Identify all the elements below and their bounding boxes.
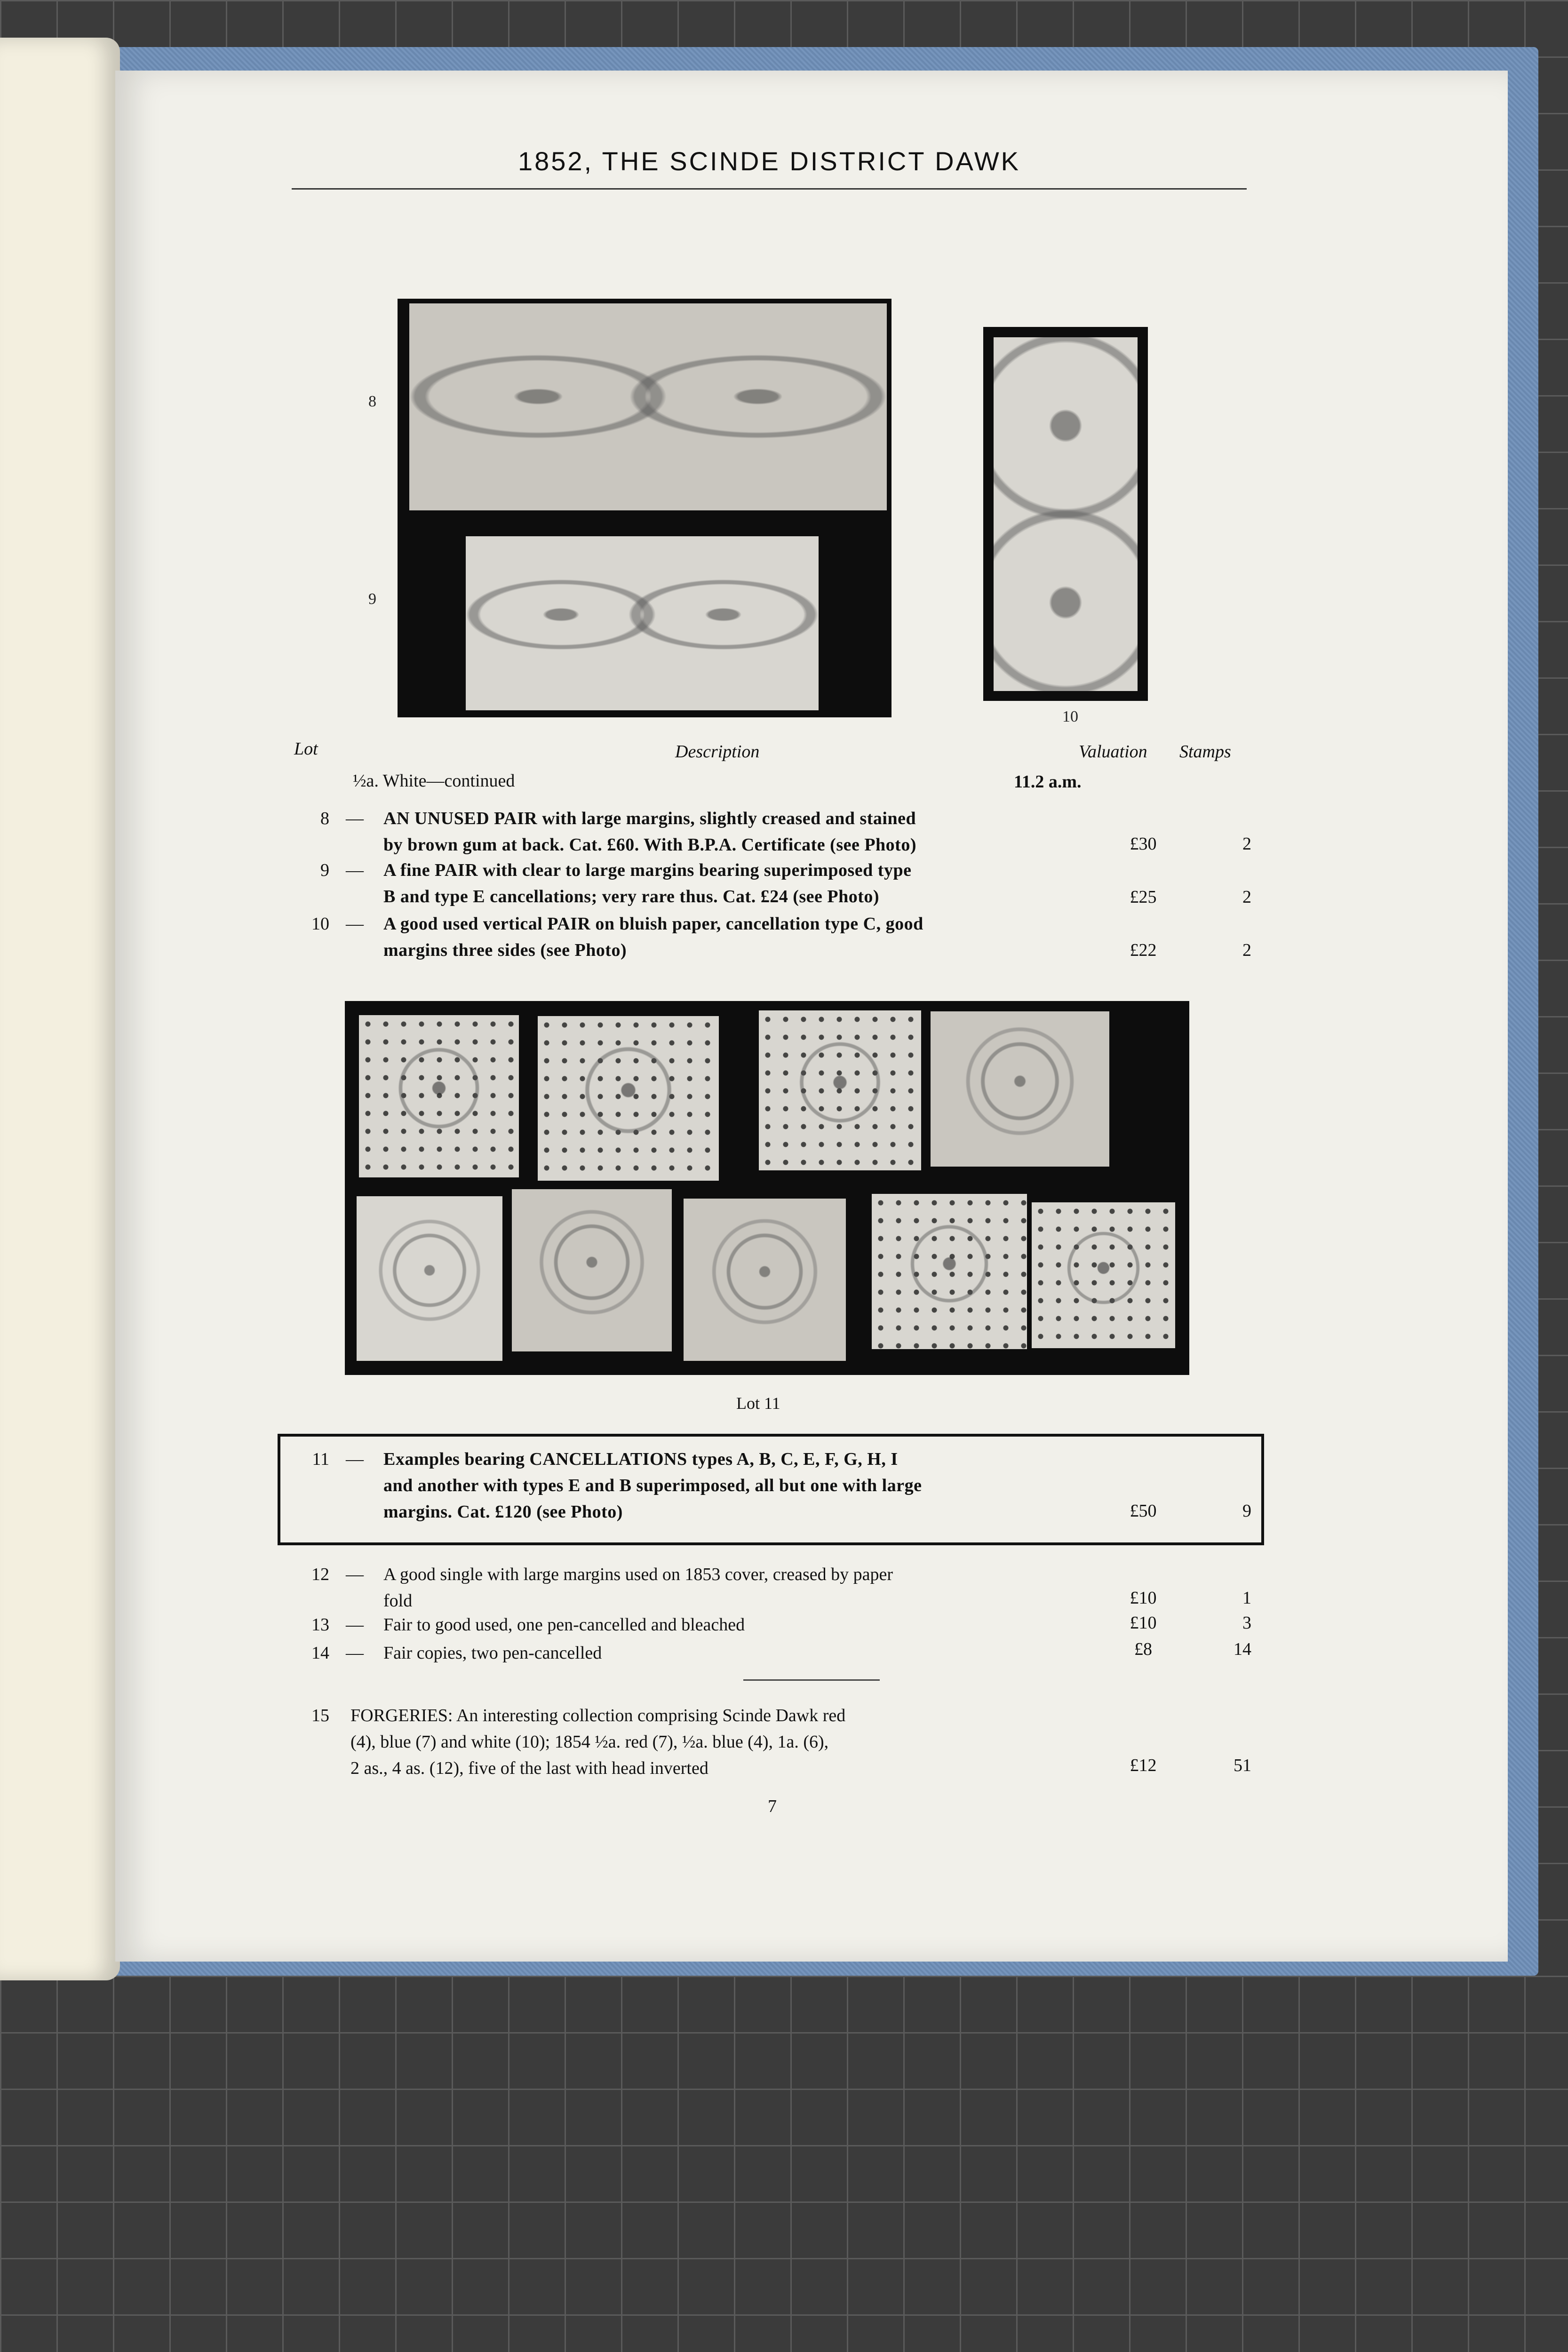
photo-label-lot-8: 8 <box>368 393 376 410</box>
left-page <box>0 38 120 1980</box>
photo-label-lot-10: 10 <box>1062 708 1078 725</box>
stamp <box>512 1189 672 1351</box>
stamp-pair-lot-8 <box>409 303 887 510</box>
lot-valuation: £8 <box>1134 1639 1152 1659</box>
lot-valuation: £10 <box>1130 1613 1157 1633</box>
photo-caption-lot-11: Lot 11 <box>736 1394 780 1413</box>
lot-stamp-count: 51 <box>1234 1756 1251 1775</box>
lot-stamp-count: 1 <box>1242 1588 1251 1608</box>
description-line: A fine PAIR with clear to large margins bearing superimposed type <box>383 860 912 880</box>
column-description: Description <box>675 742 760 762</box>
lot-description <box>383 1446 1094 1525</box>
description-line: 2 as., 4 as. (12), five of the last with head inverted <box>350 1758 708 1778</box>
lot-stamp-count: 14 <box>1234 1639 1251 1659</box>
section-note: 11.2 a.m. <box>1014 772 1082 792</box>
lot-stamp-count: 9 <box>1242 1501 1251 1521</box>
column-lot: Lot <box>294 739 318 759</box>
lot-dash: — <box>346 860 364 880</box>
lot-description <box>383 1561 1094 1614</box>
lot-number: 8 <box>320 809 329 828</box>
stamp-pair-lot-10 <box>994 337 1138 691</box>
lot-number: 14 <box>311 1643 329 1663</box>
lot-description <box>383 857 1094 910</box>
description-line: A good used vertical PAIR on bluish paper, cancellation type C, good <box>383 914 923 934</box>
lot-valuation: £25 <box>1130 887 1157 907</box>
lot-valuation: £12 <box>1130 1756 1157 1775</box>
lot-dash: — <box>346 1615 364 1635</box>
section-divider <box>743 1679 880 1681</box>
lot-number: 11 <box>312 1449 329 1469</box>
description-line: Fair copies, two pen-cancelled <box>383 1643 602 1663</box>
lot-dash: — <box>346 1449 364 1469</box>
description-line: fold <box>383 1591 413 1611</box>
page-number: 7 <box>768 1796 777 1816</box>
lot-description <box>350 1702 1094 1781</box>
lot-stamp-count: 2 <box>1242 834 1251 854</box>
lot-valuation: £22 <box>1130 940 1157 960</box>
stamp-pair-lot-9 <box>466 536 819 710</box>
lot-dash: — <box>346 809 364 828</box>
lot-description <box>383 1640 1094 1666</box>
lot-valuation: £10 <box>1130 1588 1157 1608</box>
lot-stamp-count: 2 <box>1242 940 1251 960</box>
column-stamps: Stamps <box>1179 742 1231 762</box>
stamp <box>357 1196 502 1361</box>
lot-stamp-count: 2 <box>1242 887 1251 907</box>
column-valuation: Valuation <box>1079 742 1147 762</box>
description-line: B and type E cancellations; very rare thus. Cat. £24 (see Photo) <box>383 887 880 906</box>
stamp <box>538 1016 719 1181</box>
description-line: and another with types E and B superimposed, all but one with large <box>383 1476 922 1495</box>
stamp <box>931 1011 1109 1167</box>
lot-number: 12 <box>311 1565 329 1584</box>
lot-number: 15 <box>311 1706 329 1725</box>
lot-number: 10 <box>311 914 329 934</box>
description-line: by brown gum at back. Cat. £60. With B.P.A. Certificate (see Photo) <box>383 835 916 855</box>
photo-label-lot-9: 9 <box>368 590 376 608</box>
header-rule <box>292 188 1247 190</box>
photo-lot-11 <box>345 1001 1189 1375</box>
lot-stamp-count: 3 <box>1242 1613 1251 1633</box>
stamp <box>759 1010 921 1170</box>
photo-lot-10 <box>983 327 1148 701</box>
lot-description <box>383 805 1094 858</box>
description-line: FORGERIES: An interesting collection comprising Scinde Dawk red <box>350 1706 846 1725</box>
lot-valuation: £30 <box>1130 834 1157 854</box>
lot-dash: — <box>346 914 364 934</box>
description-line: A good single with large margins used on 1853 cover, creased by paper <box>383 1565 893 1584</box>
stamp <box>684 1199 846 1361</box>
description-line: AN UNUSED PAIR with large margins, slightly creased and stained <box>383 809 916 828</box>
stamp <box>1032 1202 1175 1348</box>
description-line: margins. Cat. £120 (see Photo) <box>383 1502 623 1522</box>
lot-dash: — <box>346 1565 364 1584</box>
stamp <box>359 1015 519 1177</box>
lot-valuation: £50 <box>1130 1501 1157 1521</box>
description-line: Examples bearing CANCELLATIONS types A, B, C, E, F, G, H, I <box>383 1449 898 1469</box>
page-title: 1852, THE SCINDE DISTRICT DAWK <box>517 146 1021 176</box>
lot-number: 9 <box>320 860 329 880</box>
photo-lots-8-9 <box>398 299 891 717</box>
description-line: Fair to good used, one pen-cancelled and bleached <box>383 1615 745 1635</box>
lot-description <box>383 911 1094 963</box>
lot-number: 13 <box>311 1615 329 1635</box>
stamp <box>872 1194 1027 1349</box>
description-line: margins three sides (see Photo) <box>383 940 627 960</box>
description-line: (4), blue (7) and white (10); 1854 ½a. red (7), ½a. blue (4), 1a. (6), <box>350 1732 829 1752</box>
lot-dash: — <box>346 1643 364 1663</box>
section-label: ½a. White—continued <box>353 771 515 791</box>
lot-description <box>383 1612 1094 1638</box>
